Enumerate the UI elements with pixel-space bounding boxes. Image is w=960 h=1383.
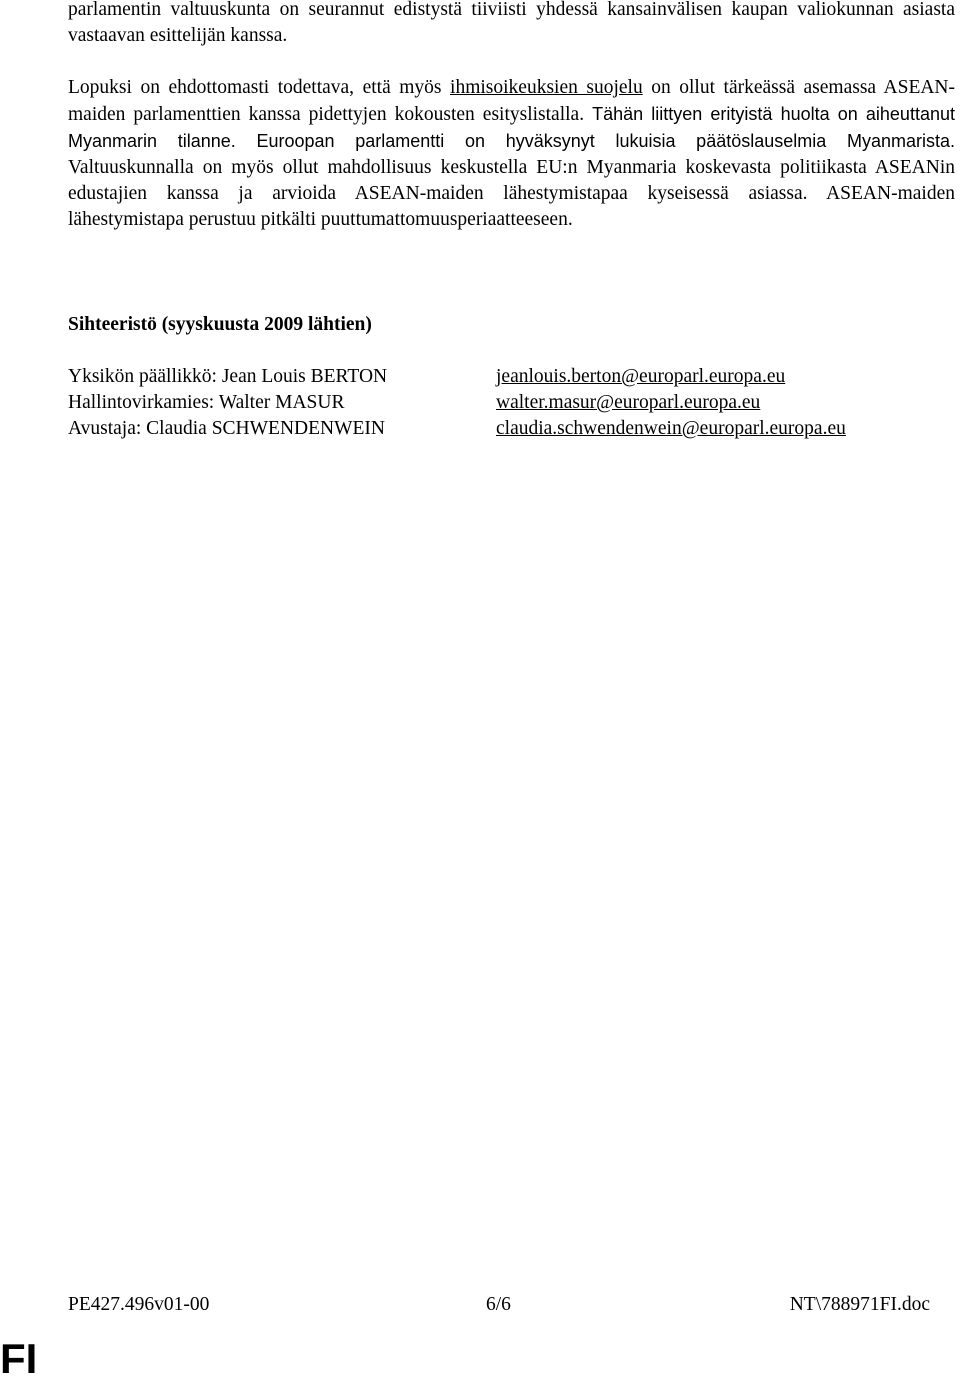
contact-role-name: Yksikön päällikkö: Jean Louis BERTON — [68, 366, 388, 387]
paragraph-text: Valtuuskunnalla on myös ollut mahdollisuus keskustella EU:n Myanmaria koskevasta politiikasta ASEANin edustajien kanssa ja arvioida ASEAN-maiden lähestymistapaa kyseisessä asiassa. ASEAN-maiden lähestymistapa perustuu pitkälti puuttumattomuusperiaatteeseen. — [68, 157, 955, 230]
contact-row — [68, 416, 955, 442]
underlined-phrase: ihmisoikeuksien suojelu — [450, 77, 643, 98]
language-code: FI — [0, 1335, 38, 1382]
footer-page-number: 6/6 — [486, 1294, 511, 1315]
sans-serif-sentence: Tähän liittyen erityistä huolta on aiheuttanut Myanmarin tilanne. Euroopan parlamentti on hyväksynyt lukuisia päätöslauselmia Myanmarista. — [68, 104, 955, 151]
section-heading: Sihteeristö (syyskuusta 2009 lähtien) — [68, 314, 372, 335]
contact-email-link[interactable]: claudia.schwendenwein@europarl.europa.eu — [496, 418, 846, 439]
contact-role-name: Avustaja: Claudia SCHWENDENWEIN — [68, 418, 385, 439]
contact-role-name: Hallintovirkamies: Walter MASUR — [68, 392, 345, 413]
page-footer — [68, 1292, 930, 1318]
paragraph-text: Lopuksi on ehdottomasti todettava, että myös — [68, 77, 451, 98]
paragraph-text: parlamentin valtuuskunta on seurannut edistystä tiiviisti yhdessä kansainvälisen kaupan valiokunnan asiasta vastaavan esittelijän kanssa. — [68, 0, 955, 46]
paragraph-text: on ollut tärkeässä asemassa ASEAN-maiden parlamenttien kanssa pidettyjen kokousten esityslistalla. — [68, 77, 956, 125]
footer-filename: NT\788971FI.doc — [789, 1294, 930, 1315]
contact-email-link[interactable]: walter.masur@europarl.europa.eu — [496, 392, 761, 413]
contact-list — [68, 364, 955, 442]
contact-row — [68, 390, 955, 416]
contact-row — [68, 364, 955, 390]
footer-reference: PE427.496v01-00 — [68, 1294, 210, 1315]
contact-email-link[interactable]: jeanlouis.berton@europarl.europa.eu — [496, 366, 786, 387]
body-paragraph — [68, 0, 955, 49]
body-paragraph — [68, 75, 955, 233]
